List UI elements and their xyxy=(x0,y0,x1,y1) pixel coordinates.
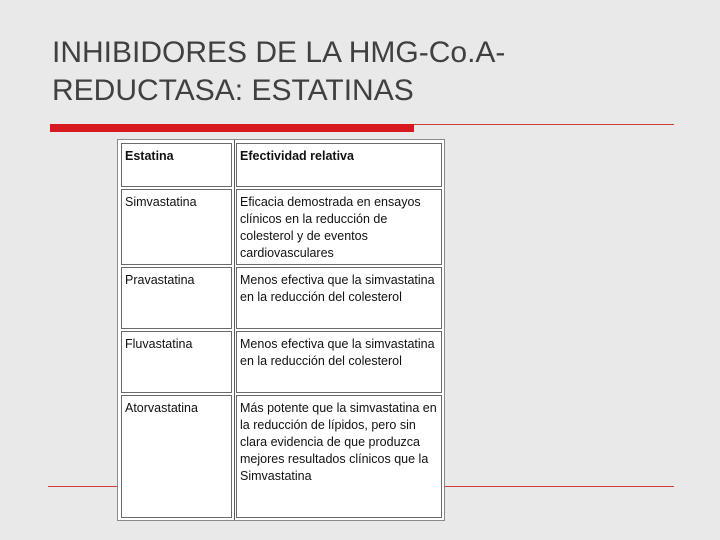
table-cell-drug: Simvastatina xyxy=(121,189,232,265)
table-cell-effect: Eficacia demostrada en ensayos clínicos en la reducción de colesterol y de eventos cardiovasculares xyxy=(236,189,442,265)
title-accent-bar xyxy=(50,124,414,132)
slide-title-line-2: REDUCTASA: ESTATINAS xyxy=(52,74,414,107)
table-cell-effect: Menos efectiva que la simvastatina en la reducción del colesterol xyxy=(236,267,442,329)
table-header-statin: Estatina xyxy=(121,143,232,187)
slide-title xyxy=(52,34,692,110)
statins-table xyxy=(117,139,445,521)
footer-divider-line-right xyxy=(444,486,674,487)
table-cell-drug: Atorvastatina xyxy=(121,395,232,518)
table-header-effectiveness: Efectividad relativa xyxy=(236,143,442,187)
table-cell-drug: Pravastatina xyxy=(121,267,232,329)
table-cell-effect: Menos efectiva que la simvastatina en la reducción del colesterol xyxy=(236,331,442,393)
footer-divider-line-left xyxy=(48,486,120,487)
slide-title-line-1: INHIBIDORES DE LA HMG-Co.A- xyxy=(52,36,506,69)
table-cell-effect: Más potente que la simvastatina en la reducción de lípidos, pero sin clara evidencia de que produzca mejores resultados clínicos que la Simvastatina xyxy=(236,395,442,518)
title-divider-line xyxy=(414,124,674,125)
table-cell-drug: Fluvastatina xyxy=(121,331,232,393)
table-column-divider xyxy=(234,140,235,520)
